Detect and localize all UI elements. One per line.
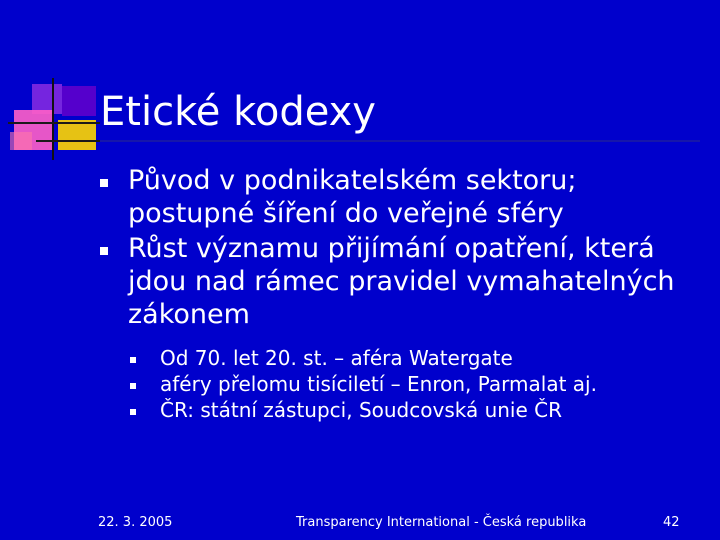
bullet-list	[100, 164, 710, 423]
square-bullet-icon	[100, 247, 108, 255]
sub-bullet-item	[130, 397, 710, 423]
square-bullet-icon	[130, 383, 136, 389]
decorative-squares-logo	[0, 72, 110, 162]
square-bullet-icon	[130, 357, 136, 363]
footer-date: 22. 3. 2005	[98, 515, 173, 530]
sub-bullet-text: aféry přelomu tisíciletí – Enron, Parmalat aj.	[160, 372, 597, 396]
logo-square-yellow	[58, 120, 96, 150]
sub-bullet-item	[130, 371, 710, 397]
bullet-text: Růst významu přijímání opatření, která jdou nad rámec pravidel vymahatelných zákonem	[128, 233, 675, 330]
logo-square-violet	[62, 86, 96, 116]
logo-square-light-pink	[10, 132, 32, 150]
sub-bullet-text: Od 70. let 20. st. – aféra Watergate	[160, 346, 513, 370]
square-bullet-icon	[130, 409, 136, 415]
footer-organization: Transparency International - Česká republika	[296, 515, 587, 530]
logo-horizontal-line	[8, 122, 100, 124]
sub-bullet-item	[130, 345, 710, 371]
bullet-text: Původ v podnikatelském sektoru; postupné šíření do veřejné sféry	[128, 165, 577, 229]
sub-bullet-list	[100, 345, 710, 423]
footer-page-number: 42	[663, 515, 680, 530]
logo-horizontal-line	[36, 140, 100, 142]
bullet-item	[100, 232, 710, 331]
title-underline	[100, 140, 700, 142]
square-bullet-icon	[100, 179, 108, 187]
logo-vertical-line	[52, 78, 54, 160]
sub-bullet-text: ČR: státní zástupci, Soudcovská unie ČR	[160, 398, 563, 422]
slide-title: Etické kodexy	[100, 89, 376, 135]
bullet-item	[100, 164, 710, 230]
